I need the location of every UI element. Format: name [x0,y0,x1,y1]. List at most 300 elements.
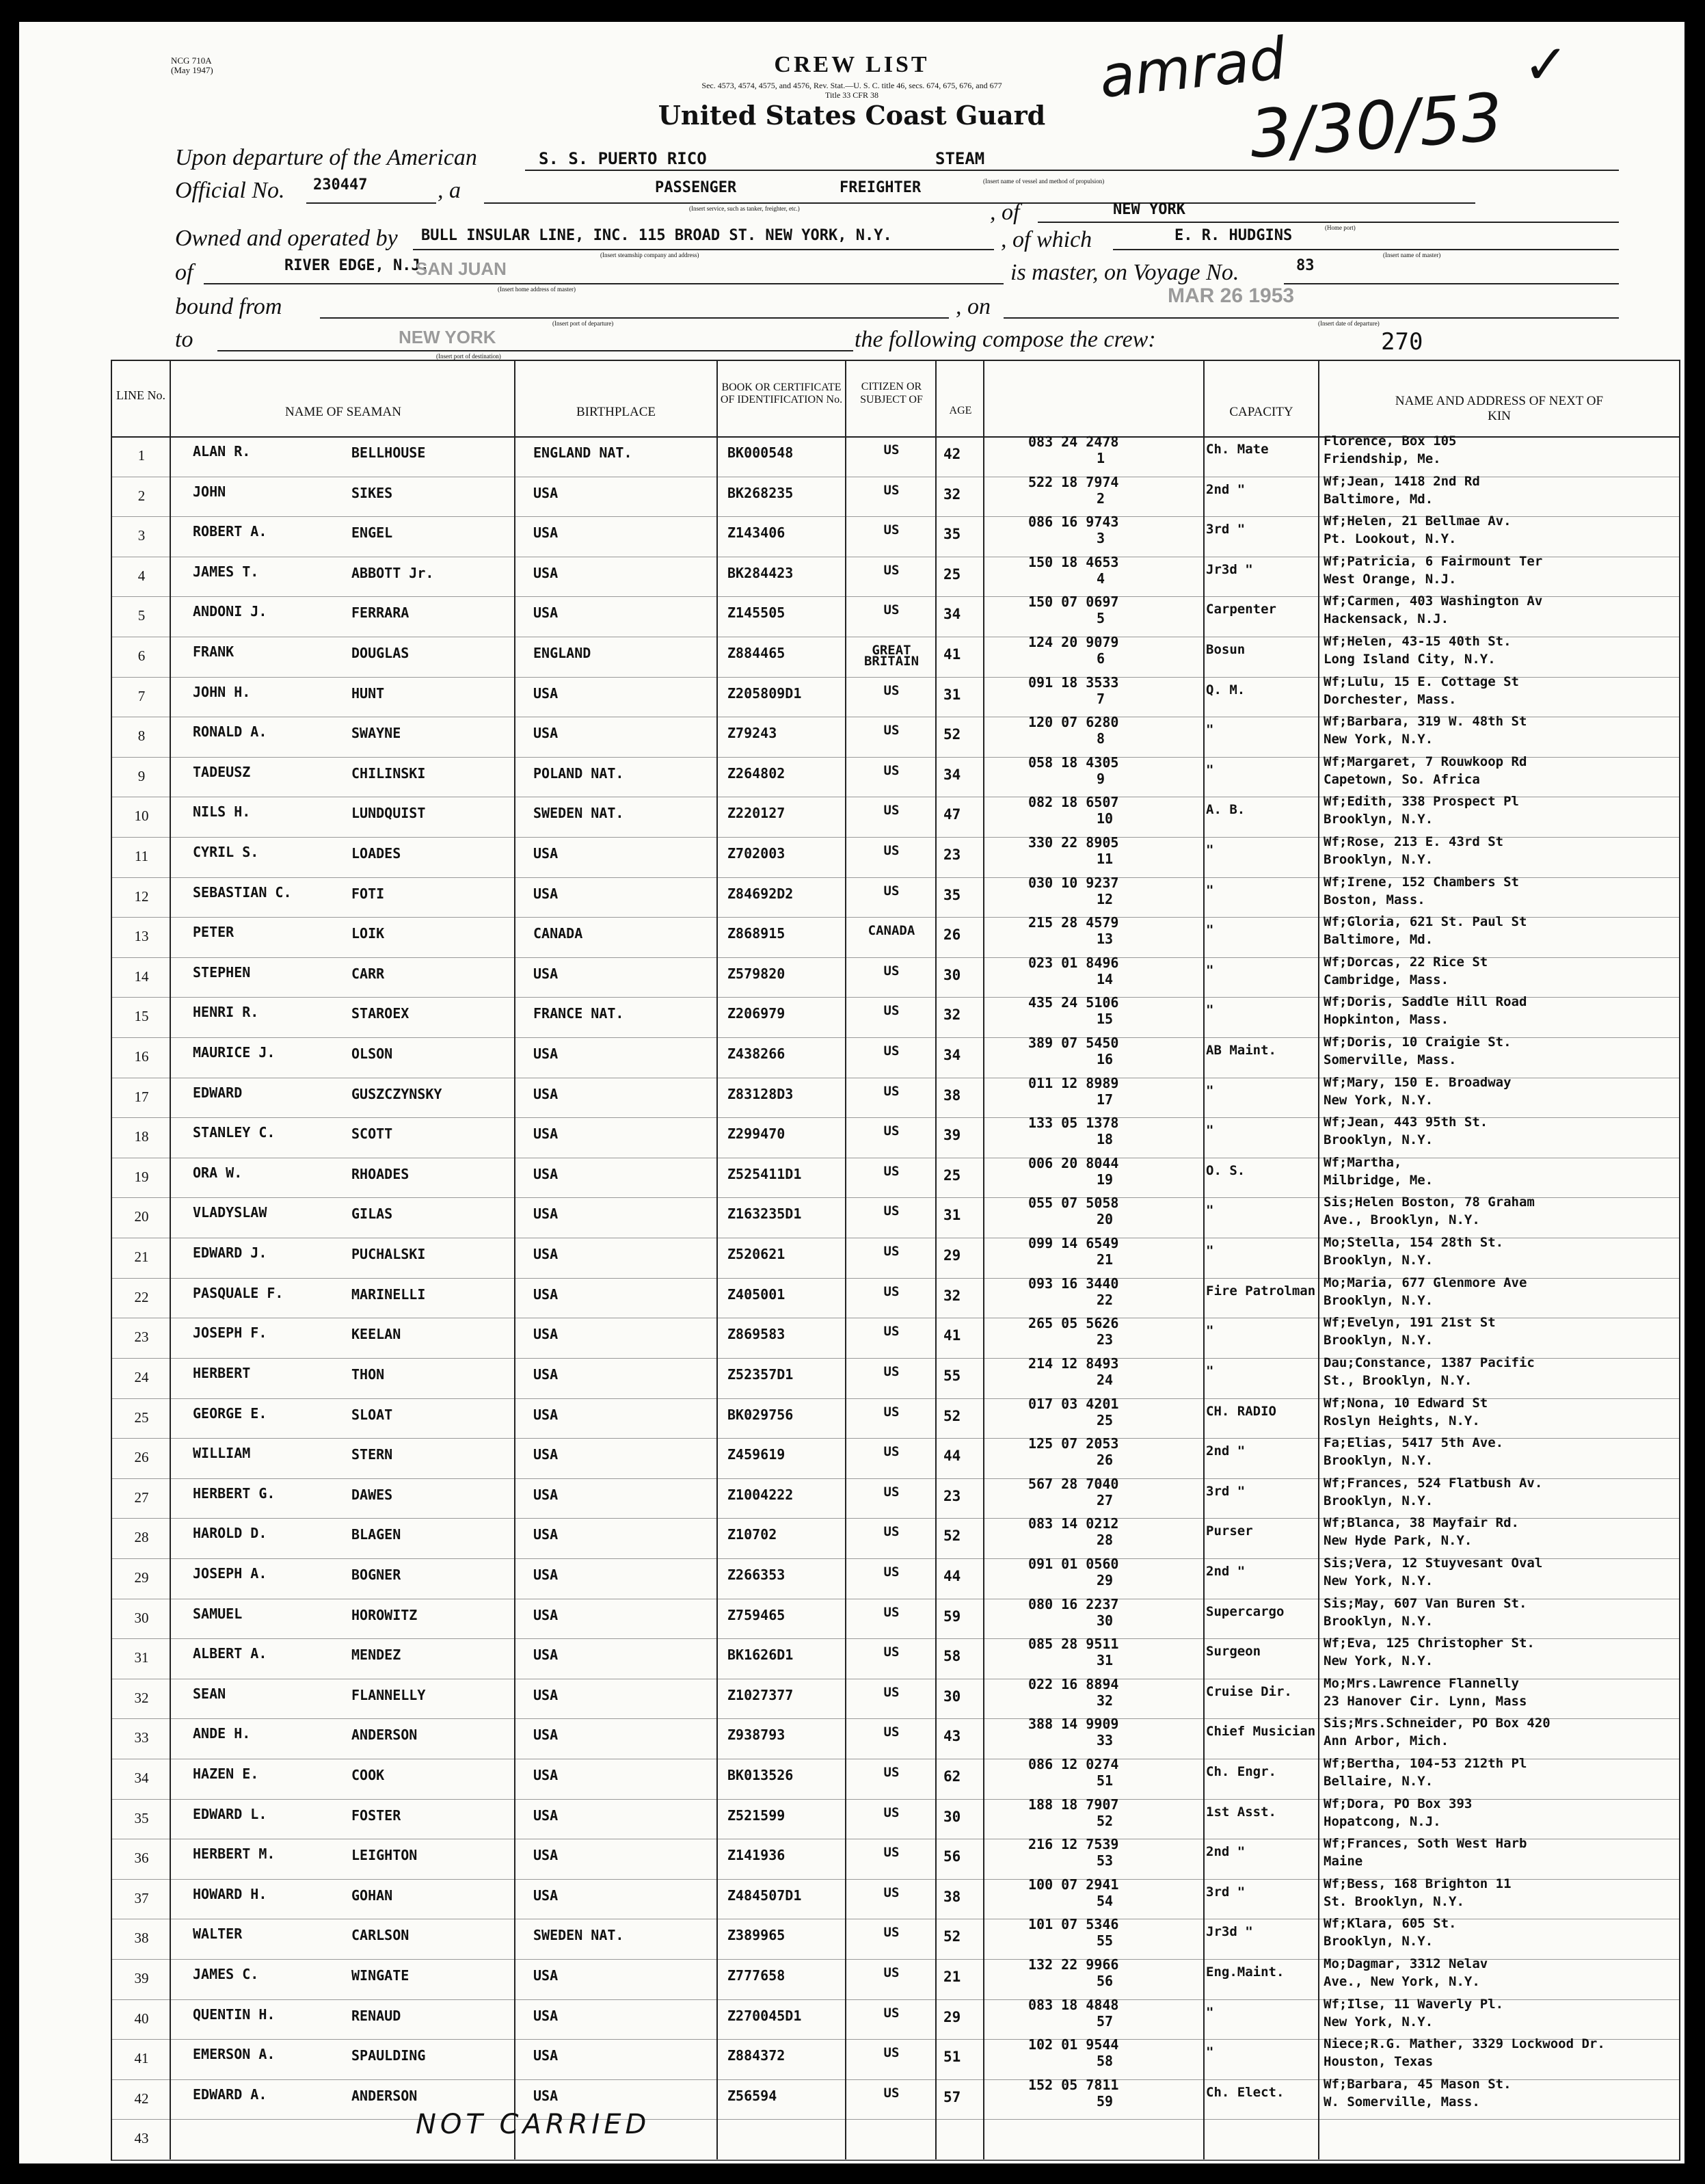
line-number: 29 [134,1569,149,1586]
identification-number: 150 07 0697 [1028,594,1119,611]
seaman-last-name: CHILINSKI [351,764,426,782]
col-header-citizen: CITIZEN OR SUBJECT OF [860,381,923,405]
line-number: 16 [134,1048,149,1065]
birthplace: FRANCE NAT. [533,1005,624,1022]
certificate-number: Z266353 [727,1566,786,1583]
seaman-first-name: ALAN R. [193,443,251,460]
table-row [112,2119,1679,2160]
checkmark-icon: ✓ [1523,33,1570,96]
citizenship: US [883,1324,900,1340]
capacity: Q. M. [1206,682,1246,697]
voyage-no: 83 [1296,257,1315,274]
seaman-first-name: JOHN H. [193,683,251,700]
citizenship: GREAT BRITAIN [863,643,919,669]
table-row [112,754,1679,798]
birthplace: USA [533,1246,559,1263]
seaman-last-name: SCOTT [351,1126,393,1143]
next-of-kin-line2: Bellaire, N.Y. [1324,1773,1434,1789]
seaman-first-name: ORA W. [193,1164,243,1181]
seaman-last-name: CARLSON [351,1927,410,1944]
birthplace: USA [533,484,559,501]
next-of-kin-line1: Wf;Patricia, 6 Fairmount Ter [1324,553,1543,569]
next-of-kin-line1: Wf;Nona, 10 Edward St [1324,1395,1488,1411]
citizenship: US [883,1083,900,1099]
certificate-number: Z405001 [727,1286,786,1303]
next-of-kin-line1: Wf;Carmen, 403 Washington Av [1324,594,1543,609]
citizenship: US [883,1684,900,1700]
line-number: 2 [137,487,146,504]
next-of-kin-line2: Brooklyn, N.Y. [1324,812,1434,827]
seaman-first-name: WALTER [193,1926,243,1943]
birthplace: USA [533,1085,559,1102]
seaman-last-name: KEELAN [351,1326,401,1343]
date-underline [1004,317,1619,319]
sequence-number: 33 [1097,1732,1114,1749]
official-no-underline [306,202,436,204]
next-of-kin-line2: New York, N.Y. [1324,732,1434,747]
next-of-kin-line1: Wf;Doris, 10 Craigie St. [1324,1035,1512,1050]
handwritten-annotation-word: amrad [1096,25,1289,111]
seaman-first-name: CYRIL S. [193,844,259,861]
citizenship: US [883,1564,900,1580]
next-of-kin-line1: Dau;Constance, 1387 Pacific [1324,1355,1535,1370]
vessel-propulsion: STEAM [935,149,985,168]
birthplace: USA [533,1766,559,1783]
certificate-number: Z938793 [727,1727,786,1744]
certificate-number: Z579820 [727,965,786,982]
departure-port-stamp: SAN JUAN [416,258,507,279]
birthplace: USA [533,1887,559,1904]
table-row [112,436,1679,477]
citizenship: CANADA [868,923,915,939]
birthplace: CANADA [533,925,583,942]
citizenship: US [883,1484,900,1500]
table-row [112,834,1679,878]
voyage-underline [1284,283,1619,284]
date-hint: (Insert date of departure) [1318,320,1380,327]
seaman-first-name: ANDE H. [193,1725,251,1742]
age: 35 [943,526,961,543]
next-of-kin-line1: Mo;Dagmar, 3312 Nelav [1324,1956,1488,1971]
capacity: Chief Musician [1206,1724,1316,1740]
seaman-last-name: SWAYNE [351,725,401,742]
seaman-last-name: FLANNELLY [351,1686,426,1703]
capacity: 3rd " [1206,1483,1246,1499]
next-of-kin-line2: Houston, Texas [1324,2054,1434,2070]
certificate-number: Z1004222 [727,1486,794,1503]
table-row [112,1235,1679,1279]
col-divider [716,361,718,2159]
next-of-kin-line1: Wf;Blanca, 38 Mayfair Rd. [1324,1515,1519,1531]
line-number: 27 [134,1489,149,1506]
col-header-capacity: CAPACITY [1229,405,1293,419]
seaman-first-name: SEBASTIAN C. [193,883,292,901]
birthplace: USA [533,604,559,622]
col-divider [983,361,984,2159]
citizenship: US [883,963,900,978]
certificate-number: BK284423 [727,564,794,581]
age: 59 [943,1608,961,1625]
owner: BULL INSULAR LINE, INC. 115 BROAD ST. NEW YORK, N.Y. [421,227,892,244]
identification-number: 055 07 5058 [1028,1195,1119,1212]
citizenship: US [883,1604,900,1620]
seaman-first-name: ANDONI J. [193,603,267,620]
citizenship: US [883,1123,900,1139]
line-number: 36 [134,1850,149,1867]
seaman-last-name: CARR [351,965,385,982]
sequence-number: 7 [1097,690,1105,707]
next-of-kin-line1: Wf;Jean, 1418 2nd Rd [1324,473,1480,489]
seaman-last-name: GUSZCZYNSKY [351,1085,442,1102]
next-of-kin-line2: Friendship, Me. [1324,451,1441,466]
citizenship: US [883,883,900,898]
sequence-number: 51 [1097,1772,1114,1789]
next-of-kin-line1: Wf;Bertha, 104-53 212th Pl [1324,1755,1527,1771]
next-of-kin-line1: Mo;Mrs.Lawrence Flannelly [1324,1675,1519,1691]
age: 44 [943,1448,961,1465]
certificate-number: Z145505 [727,604,786,622]
capacity: " [1206,1203,1214,1218]
line-number: 5 [137,607,146,624]
next-of-kin-line2: West Orange, N.J. [1324,571,1457,587]
next-of-kin-line1: Wf;Frances, Soth West Harb [1324,1836,1527,1852]
birthplace: USA [533,1206,559,1223]
capacity: 3rd " [1206,522,1246,537]
certificate-number: Z389965 [727,1927,786,1944]
sequence-number: 52 [1097,1812,1114,1829]
line-number: 30 [134,1609,149,1626]
master-underline [1113,249,1619,250]
next-of-kin-line2: Somerville, Mass. [1324,1052,1457,1068]
certificate-number: Z299470 [727,1126,786,1143]
citizenship: US [883,1764,900,1780]
capacity: Eng.Maint. [1206,1964,1285,1980]
next-of-kin-line1: Sis;May, 607 Van Buren St. [1324,1595,1527,1611]
col-divider [845,361,846,2159]
seaman-first-name: HOWARD H. [193,1885,267,1902]
seaman-first-name: HAZEN E. [193,1765,259,1782]
sequence-number: 58 [1097,2053,1114,2070]
line-number: 9 [137,767,146,784]
table-row [112,1117,1679,1158]
birthplace: USA [533,1807,559,1824]
owned-label: Owned and operated by [175,226,398,251]
capacity: 2nd " [1206,1844,1246,1860]
certificate-number: BK000548 [727,444,794,461]
table-row [112,954,1679,998]
line-number: 32 [134,1689,149,1706]
next-of-kin-line1: Wf;Irene, 152 Chambers St [1324,874,1519,890]
seaman-first-name: NILS H. [193,803,251,821]
capacity: Supercargo [1206,1603,1285,1619]
table-row [112,1197,1679,1238]
certificate-number: Z777658 [727,1967,786,1984]
seaman-last-name: LOADES [351,845,401,862]
capacity: " [1206,762,1214,777]
line-number: 13 [134,928,149,945]
age: 31 [943,686,961,703]
seaman-last-name: SPAULDING [351,2047,426,2064]
next-of-kin-line1: Wf;Barbara, 45 Mason St. [1324,2076,1512,2092]
seaman-last-name: DAWES [351,1486,393,1503]
vessel-hint: (Insert name of vessel and method of propulsion) [983,178,1105,185]
birthplace: ENGLAND NAT. [533,444,632,461]
age: 44 [943,1567,961,1584]
birthplace: USA [533,1606,559,1623]
age: 62 [943,1768,961,1785]
capacity: Purser [1206,1523,1253,1539]
col-header-next-of-kin: NAME AND ADDRESS OF NEXT OF KIN [1395,394,1604,423]
age: 39 [943,1127,961,1144]
col-header-age: AGE [949,405,972,416]
next-of-kin-line1: Mo;Stella, 154 28th St. [1324,1235,1504,1251]
citizenship: US [883,1163,900,1179]
citizenship: US [883,2045,900,2061]
capacity: 1st Asst. [1206,1804,1276,1820]
table-row [112,1796,1679,1840]
certificate-number: Z79243 [727,725,777,742]
next-of-kin-line2: Milbridge, Me. [1324,1172,1434,1188]
sequence-number: 32 [1097,1692,1114,1709]
certificate-number: Z884465 [727,645,786,662]
col-header-birthplace: BIRTHPLACE [576,405,656,419]
document-title: CREW LIST [774,52,930,77]
citizenship: US [883,1203,900,1219]
capacity: AB Maint. [1206,1043,1276,1058]
line-number: 40 [134,2010,149,2027]
table-row [112,596,1679,637]
certificate-number: BK268235 [727,484,794,501]
seaman-last-name: GILAS [351,1206,393,1223]
age: 29 [943,1247,961,1264]
of-label-3: of [175,260,193,285]
statutes-line2: Title 33 CFR 38 [825,90,878,100]
upon-departure-label: Upon departure of the American [175,145,477,170]
next-of-kin-line1: Wf;Rose, 213 E. 43rd St [1324,834,1504,850]
age: 34 [943,1047,961,1064]
sequence-number: 19 [1097,1171,1114,1188]
capacity: 2nd " [1206,1443,1246,1459]
table-row [112,1876,1679,1920]
crew-total: 270 [1381,328,1423,356]
citizenship: US [883,1444,900,1460]
capacity: Jr3d " [1206,1924,1253,1940]
next-of-kin-line2: Hopkinton, Mass. [1324,1012,1449,1028]
citizenship: US [883,1524,900,1540]
seaman-last-name: ANDERSON [351,2087,418,2104]
capacity: CH. RADIO [1206,1403,1276,1419]
line-number: 37 [134,1889,149,1906]
identification-number: 085 28 9511 [1028,1636,1119,1653]
identification-number: 086 12 0274 [1028,1755,1119,1772]
seaman-first-name: HERBERT G. [193,1484,276,1502]
certificate-number: BK013526 [727,1766,794,1783]
next-of-kin-line2: Long Island City, N.Y. [1324,652,1496,667]
col-divider [935,361,937,2159]
seaman-last-name: MENDEZ [351,1647,401,1664]
next-of-kin-line1: Mo;Maria, 677 Glenmore Ave [1324,1275,1527,1290]
next-of-kin-line1: Wf;Doris, Saddle Hill Road [1324,994,1527,1010]
identification-number: 030 10 9237 [1028,874,1119,891]
sequence-number: 18 [1097,1131,1114,1148]
certificate-number: Z521599 [727,1807,786,1824]
of-which-label: , of which [1001,227,1092,252]
capacity: A. B. [1206,802,1246,818]
service-type: PASSENGER [655,179,737,196]
capacity: " [1206,1123,1214,1138]
next-of-kin-line2: Brooklyn, N.Y. [1324,1453,1434,1469]
seaman-last-name: WINGATE [351,1967,410,1984]
line-number: 42 [134,2090,149,2107]
table-row [112,1074,1679,1119]
departure-underline [320,317,949,319]
identification-number: 011 12 8989 [1028,1074,1119,1091]
certificate-number: Z525411D1 [727,1165,802,1182]
sequence-number: 59 [1097,2092,1114,2109]
sequence-number: 57 [1097,2012,1114,2029]
next-of-kin-line2: New York, N.Y. [1324,1573,1434,1588]
seaman-first-name: JOSEPH F. [193,1324,267,1342]
identification-number: 389 07 5450 [1028,1035,1119,1052]
seaman-last-name: BLAGEN [351,1526,401,1543]
age: 34 [943,606,961,623]
table-row [112,914,1679,958]
identification-number: 188 18 7907 [1028,1796,1119,1813]
seaman-first-name: ROBERT A. [193,523,267,540]
identification-number: 152 05 7811 [1028,2076,1119,2093]
bound-label: bound from [175,294,282,319]
next-of-kin-line2: Boston, Mass. [1324,892,1425,907]
birthplace: ENGLAND [533,645,591,662]
seaman-last-name: SLOAT [351,1406,393,1423]
table-row [112,1315,1679,1359]
service-hint: (Insert service, such as tanker, freighter, etc.) [689,205,800,212]
line-number: 3 [137,527,146,544]
line-number: 43 [134,2130,149,2147]
seaman-first-name: HENRI R. [193,1004,259,1021]
seaman-first-name: PETER [193,924,234,941]
age: 47 [943,806,961,823]
age: 26 [943,927,961,944]
birthplace: USA [533,725,559,742]
seaman-first-name: EDWARD J. [193,1244,267,1262]
identification-number: 017 03 4201 [1028,1395,1119,1412]
certificate-number: Z52357D1 [727,1366,794,1383]
birthplace: USA [533,2047,559,2064]
certificate-number: BK1626D1 [727,1647,794,1664]
certificate-number: Z884372 [727,2047,786,2064]
next-of-kin-line2: Baltimore, Md. [1324,491,1434,507]
next-of-kin-line2: St. Brooklyn, N.Y. [1324,1893,1464,1909]
next-of-kin-line1: Sis;Mrs.Schneider, PO Box 420 [1324,1716,1550,1731]
next-of-kin-line1: Wf;Dora, PO Box 393 [1324,1796,1473,1811]
next-of-kin-line2: Baltimore, Md. [1324,932,1434,948]
form-number-line2: (May 1947) [171,65,213,75]
sequence-number: 5 [1097,610,1105,627]
birthplace: USA [533,845,559,862]
citizenship: US [883,843,900,859]
certificate-number: Z141936 [727,1847,786,1864]
table-row [112,473,1679,518]
next-of-kin-line2: Maine [1324,1854,1363,1869]
next-of-kin-line2: New York, N.Y. [1324,1092,1434,1108]
sequence-number: 55 [1097,1932,1114,1949]
destination-hint: (Insert port of destination) [436,353,501,360]
next-of-kin-line1: Wf;Lulu, 15 E. Cottage St [1324,674,1519,689]
birthplace: USA [533,1847,559,1864]
age: 52 [943,1528,961,1545]
identification-number: 083 14 0212 [1028,1515,1119,1532]
table-row [112,516,1679,557]
table-row [112,1675,1679,1720]
vessel-name: S. S. PUERTO RICO [539,149,707,168]
seaman-first-name: MAURICE J. [193,1044,276,1061]
age: 25 [943,1167,961,1184]
age: 51 [943,2049,961,2066]
birthplace: USA [533,2007,559,2024]
home-port-underline [1038,222,1619,223]
master-home-hint: (Insert home address of master) [498,286,576,293]
next-of-kin-line2: Hopatcong, N.J. [1324,1813,1441,1829]
identification-number: 006 20 8044 [1028,1154,1119,1171]
next-of-kin-line2: Brooklyn, N.Y. [1324,1132,1434,1148]
identification-number: 022 16 8894 [1028,1675,1119,1692]
next-of-kin-line2: New Hyde Park, N.Y. [1324,1533,1473,1549]
certificate-number: Z759465 [727,1606,786,1623]
seaman-first-name: WILLIAM [193,1445,251,1462]
sequence-number: 24 [1097,1371,1114,1388]
col-header-book: BOOK OR CERTIFICATE OF IDENTIFICATION No. [720,382,843,405]
certificate-number: Z205809D1 [727,684,802,702]
certificate-number: Z484507D1 [727,1887,802,1904]
sequence-number: 23 [1097,1331,1114,1348]
certificate-number: Z869583 [727,1326,786,1343]
seaman-last-name: ABBOTT Jr. [351,564,434,581]
capacity: Bosun [1206,642,1246,658]
sequence-number: 17 [1097,1091,1114,1108]
next-of-kin-line2: Brooklyn, N.Y. [1324,1292,1434,1308]
capacity: Ch. Engr. [1206,1763,1276,1779]
line-number: 38 [134,1930,149,1947]
capacity: Ch. Mate [1206,442,1269,457]
col-divider [1203,361,1205,2159]
birthplace: USA [533,1686,559,1703]
sequence-number: 16 [1097,1051,1114,1068]
age: 23 [943,847,961,864]
seaman-last-name: HOROWITZ [351,1606,418,1623]
master-home: RIVER EDGE, N.J. [284,257,429,274]
table-row [112,553,1679,598]
seaman-last-name: FOSTER [351,1807,401,1824]
next-of-kin-line2: Ave., New York, N.Y. [1324,1973,1480,1989]
age: 38 [943,1087,961,1104]
identification-number: 124 20 9079 [1028,634,1119,651]
identification-number: 125 07 2053 [1028,1435,1119,1452]
table-row [112,634,1679,678]
identification-number: 082 18 6507 [1028,794,1119,811]
certificate-number: Z83128D3 [727,1085,794,1102]
identification-number: 132 22 9966 [1028,1956,1119,1973]
citizenship: US [883,1003,900,1019]
seaman-first-name: JAMES C. [193,1965,259,1982]
sequence-number: 3 [1097,530,1105,547]
capacity: Jr3d " [1206,561,1253,577]
capacity: " [1206,1002,1214,1018]
col-divider [170,361,171,2159]
service-type-2: FREIGHTER [840,179,922,196]
birthplace: USA [533,524,559,542]
identification-number: 080 16 2237 [1028,1595,1119,1612]
